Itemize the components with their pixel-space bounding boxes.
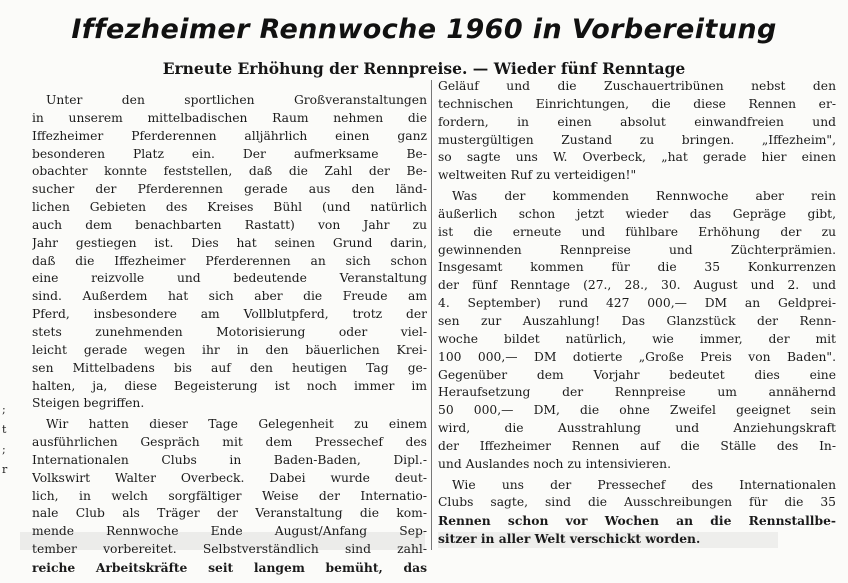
text-line: halten, ja, diese Begeisterung ist noch immer im — [32, 378, 427, 393]
text-line: 4. September) rund 427 000,— DM an Geldprei- — [438, 296, 836, 311]
text-line: so sagte uns W. Overbeck, „hat gerade hier einen — [438, 150, 836, 165]
text-line: äußerlich schon jetzt wieder das Gepräge gibt, — [438, 206, 836, 221]
text-line: lich, in welch sorgfältiger Weise der Internatio- — [32, 488, 427, 503]
text-line: gewinnenden Rennpreise und Züchterprämien. — [438, 242, 836, 257]
text-line: sen zur Auszahlung! Das Glanzstück der Renn- — [438, 313, 836, 328]
text-line: Clubs sagte, sind die Ausschreibungen für die 35 — [438, 495, 836, 510]
text-line: reiche Arbeitskräfte seit langem bemüht, das — [32, 559, 427, 575]
text-line: Internationalen Clubs in Baden-Baden, Dipl.- — [32, 452, 427, 467]
left-edge-fragments — [2, 400, 12, 480]
text-line: Pferd, insbesondere am Vollblutpferd, trotz der — [32, 307, 427, 322]
text-line: wird, die Ausstrahlung und Anziehungskraft — [438, 421, 836, 436]
text-line: eine reizvolle und bedeutende Veranstaltung — [32, 271, 427, 286]
text-line: Was der kommenden Rennwoche aber rein — [452, 189, 836, 204]
edge-fragment: r — [2, 463, 8, 476]
text-line: 50 000,— DM, die ohne Zweifel geeignet sein — [438, 403, 836, 418]
text-line: Heraufsetzung der Rennpreise um annähernd — [438, 385, 836, 400]
text-line: fordern, in einen absolut einwandfreien und — [438, 114, 836, 129]
text-line: daß die Iffezheimer Pferderennen an sich schon — [32, 253, 427, 268]
text-line: Iffezheimer Pferderennen alljährlich einen ganz — [32, 128, 427, 143]
article-column-right — [438, 78, 836, 548]
text-line: Geläuf und die Zuschauertribünen nebst den — [438, 79, 836, 93]
text-line: mende Rennwoche Ende August/Anfang Sep- — [32, 524, 427, 539]
text-line: weltweiten Ruf zu verteidigen!" — [438, 168, 637, 183]
article-headline: Iffezheimer Rennwoche 1960 in Vorbereitung — [71, 14, 777, 45]
text-line: auch dem benachbarten Rastatt) von Jahr zu — [32, 217, 427, 232]
text-line: Volkswirt Walter Overbeck. Dabei wurde deut- — [32, 470, 427, 485]
text-line: stets zunehmenden Motorisierung oder viel- — [32, 324, 427, 339]
text-line: Gegenüber dem Vorjahr bedeutet dies eine — [438, 367, 836, 382]
text-line: leicht gerade wegen ihr in den bäuerlichen Krei- — [32, 342, 427, 357]
text-line: mustergültigen Zustand zu bringen. „Iffezheim", — [438, 132, 836, 147]
text-line: Rennen schon vor Wochen an die Rennstallbe- — [438, 513, 836, 529]
text-line: sucher der Pferderennen gerade aus den länd- — [32, 182, 427, 197]
text-line: 100 000,— DM dotierte „Große Preis von Baden". — [438, 349, 836, 364]
edge-fragment: t — [2, 423, 7, 436]
text-line: Insgesamt kommen für die 35 Konkurrenzen — [438, 260, 836, 275]
text-line: der fünf Renntage (27., 28., 30. August und 2. und — [438, 278, 836, 293]
text-line: Wie uns der Pressechef des Internationalen — [452, 477, 836, 492]
article-column-left — [32, 92, 427, 577]
text-line: technischen Einrichtungen, die diese Rennen er- — [438, 96, 836, 111]
text-line: sind. Außerdem hat sich aber die Freude am — [32, 289, 427, 304]
text-line: obachter konnte feststellen, daß die Zahl der Be- — [32, 164, 427, 179]
edge-fragment: ; — [2, 443, 6, 456]
column-divider — [431, 80, 432, 550]
edge-fragment: ; — [2, 403, 6, 416]
text-line: woche bildet natürlich, wie immer, der mit — [438, 331, 836, 346]
text-line: besonderen Platz ein. Der aufmerksame Be- — [32, 146, 427, 161]
text-line: nale Club als Träger der Veranstaltung die kom- — [32, 506, 427, 521]
article-subheadline: Erneute Erhöhung der Rennpreise. — Wieder fünf Renntage — [162, 59, 686, 78]
text-line: ausführlichen Gespräch mit dem Pressechef des — [32, 435, 427, 450]
text-line: lichen Gebieten des Kreises Bühl (und natürlich — [32, 200, 427, 215]
text-line: sitzer in aller Welt verschickt worden. — [438, 531, 701, 547]
text-line: in unserem mittelbadischen Raum nehmen die — [32, 110, 427, 125]
text-line: und Auslandes noch zu intensivieren. — [438, 456, 672, 471]
text-line: ist die erneute und fühlbare Erhöhung der zu — [438, 224, 836, 239]
text-line: der Iffezheimer Rennen auf die Ställe des In- — [438, 438, 836, 453]
text-line: Wir hatten dieser Tage Gelegenheit zu einem — [46, 417, 427, 432]
text-line: tember vorbereitet. Selbstverständlich sind zahl- — [32, 542, 427, 557]
text-line: sen Mittelbadens bis auf den heutigen Tag ge- — [32, 360, 427, 375]
text-line: Jahr gestiegen ist. Dies hat seinen Grund darin, — [32, 235, 427, 250]
text-line: Unter den sportlichen Großveranstaltungen — [46, 93, 427, 107]
text-line: Steigen begriffen. — [32, 396, 145, 411]
